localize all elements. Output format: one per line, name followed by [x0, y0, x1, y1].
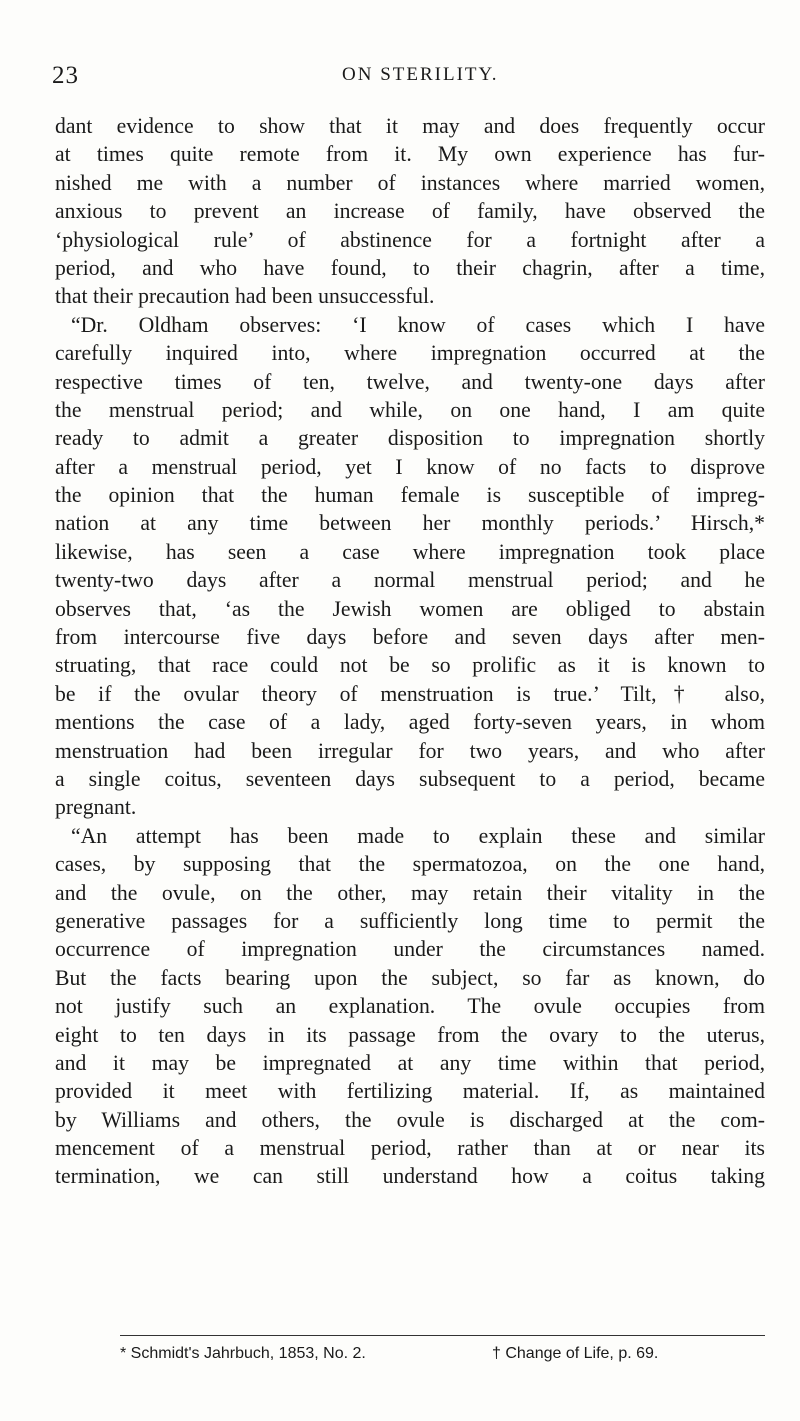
text-line: occurrence of impregnation under the circumstances named. [55, 937, 765, 962]
text-line: ready to admit a greater disposition to impregnation shortly [55, 426, 765, 451]
text-line: carefully inquired into, where impregnation occurred at the [55, 341, 765, 366]
text-line: struating, that race could not be so prolific as it is known to [55, 653, 765, 678]
text-line: But the facts bearing upon the subject, so far as known, do [55, 965, 765, 990]
text-line: and the ovule, on the other, may retain their vitality in the [55, 880, 765, 905]
text-line: “Dr. Oldham observes: ‘I know of cases which I have [71, 312, 765, 337]
footnote-schmidt: * Schmidt's Jahrbuch, 1853, No. 2. [120, 1345, 366, 1362]
text-line: not justify such an explanation. The ovule occupies from [55, 994, 765, 1019]
text-line: respective times of ten, twelve, and twenty-one days after [55, 369, 765, 394]
text-line: nished me with a number of instances where married women, [55, 170, 765, 195]
text-line: mentions the case of a lady, aged forty-seven years, in whom [55, 710, 765, 735]
text-line: menstruation had been irregular for two years, and who after [55, 738, 765, 763]
text-line: cases, by supposing that the spermatozoa, on the one hand, [55, 852, 765, 877]
text-line: be if the ovular theory of menstruation is true.’ Tilt,† also, [55, 681, 765, 706]
text-line: nation at any time between her monthly periods.’ Hirsch,* [55, 511, 765, 536]
text-line: after a menstrual period, yet I know of no facts to disprove [55, 454, 765, 479]
body-text [55, 112, 765, 1191]
text-line: provided it meet with fertilizing material. If, as maintained [55, 1079, 765, 1104]
page-number: 23 [52, 62, 79, 89]
text-line: termination, we can still understand how a coitus taking [55, 1164, 765, 1189]
text-line: ‘physiological rule’ of abstinence for a fortnight after a [55, 227, 765, 252]
text-line: mencement of a menstrual period, rather than at or near its [55, 1136, 765, 1161]
text-line: “An attempt has been made to explain these and similar [71, 823, 765, 848]
text-line: a single coitus, seventeen days subsequent to a period, became [55, 766, 765, 791]
text-line: anxious to prevent an increase of family, have observed the [55, 199, 765, 224]
footnote-divider [120, 1335, 765, 1336]
footnote-tilt: † Change of Life, p. 69. [492, 1345, 659, 1362]
text-line: observes that, ‘as the Jewish women are obliged to abstain [55, 596, 765, 621]
text-line: the menstrual period; and while, on one hand, I am quite [55, 397, 765, 422]
text-line: generative passages for a sufficiently long time to permit the [55, 908, 765, 933]
text-line: by Williams and others, the ovule is discharged at the com- [55, 1107, 765, 1132]
text-line: the opinion that the human female is susceptible of impreg- [55, 483, 765, 508]
text-line: twenty-two days after a normal menstrual period; and he [55, 568, 765, 593]
text-line: eight to ten days in its passage from the ovary to the uterus, [55, 1022, 765, 1047]
text-line: that their precaution had been unsuccessful. [55, 284, 435, 309]
text-line: at times quite remote from it. My own experience has fur- [55, 142, 765, 167]
text-line: pregnant. [55, 795, 137, 820]
text-line: dant evidence to show that it may and does frequently occur [55, 114, 765, 138]
running-head [52, 62, 752, 92]
text-line: and it may be impregnated at any time within that period, [55, 1050, 765, 1075]
text-line: likewise, has seen a case where impregnation took place [55, 539, 765, 564]
running-title: ON STERILITY. [342, 64, 499, 85]
text-line: period, and who have found, to their chagrin, after a time, [55, 255, 765, 280]
text-line: from intercourse five days before and seven days after men- [55, 625, 765, 650]
